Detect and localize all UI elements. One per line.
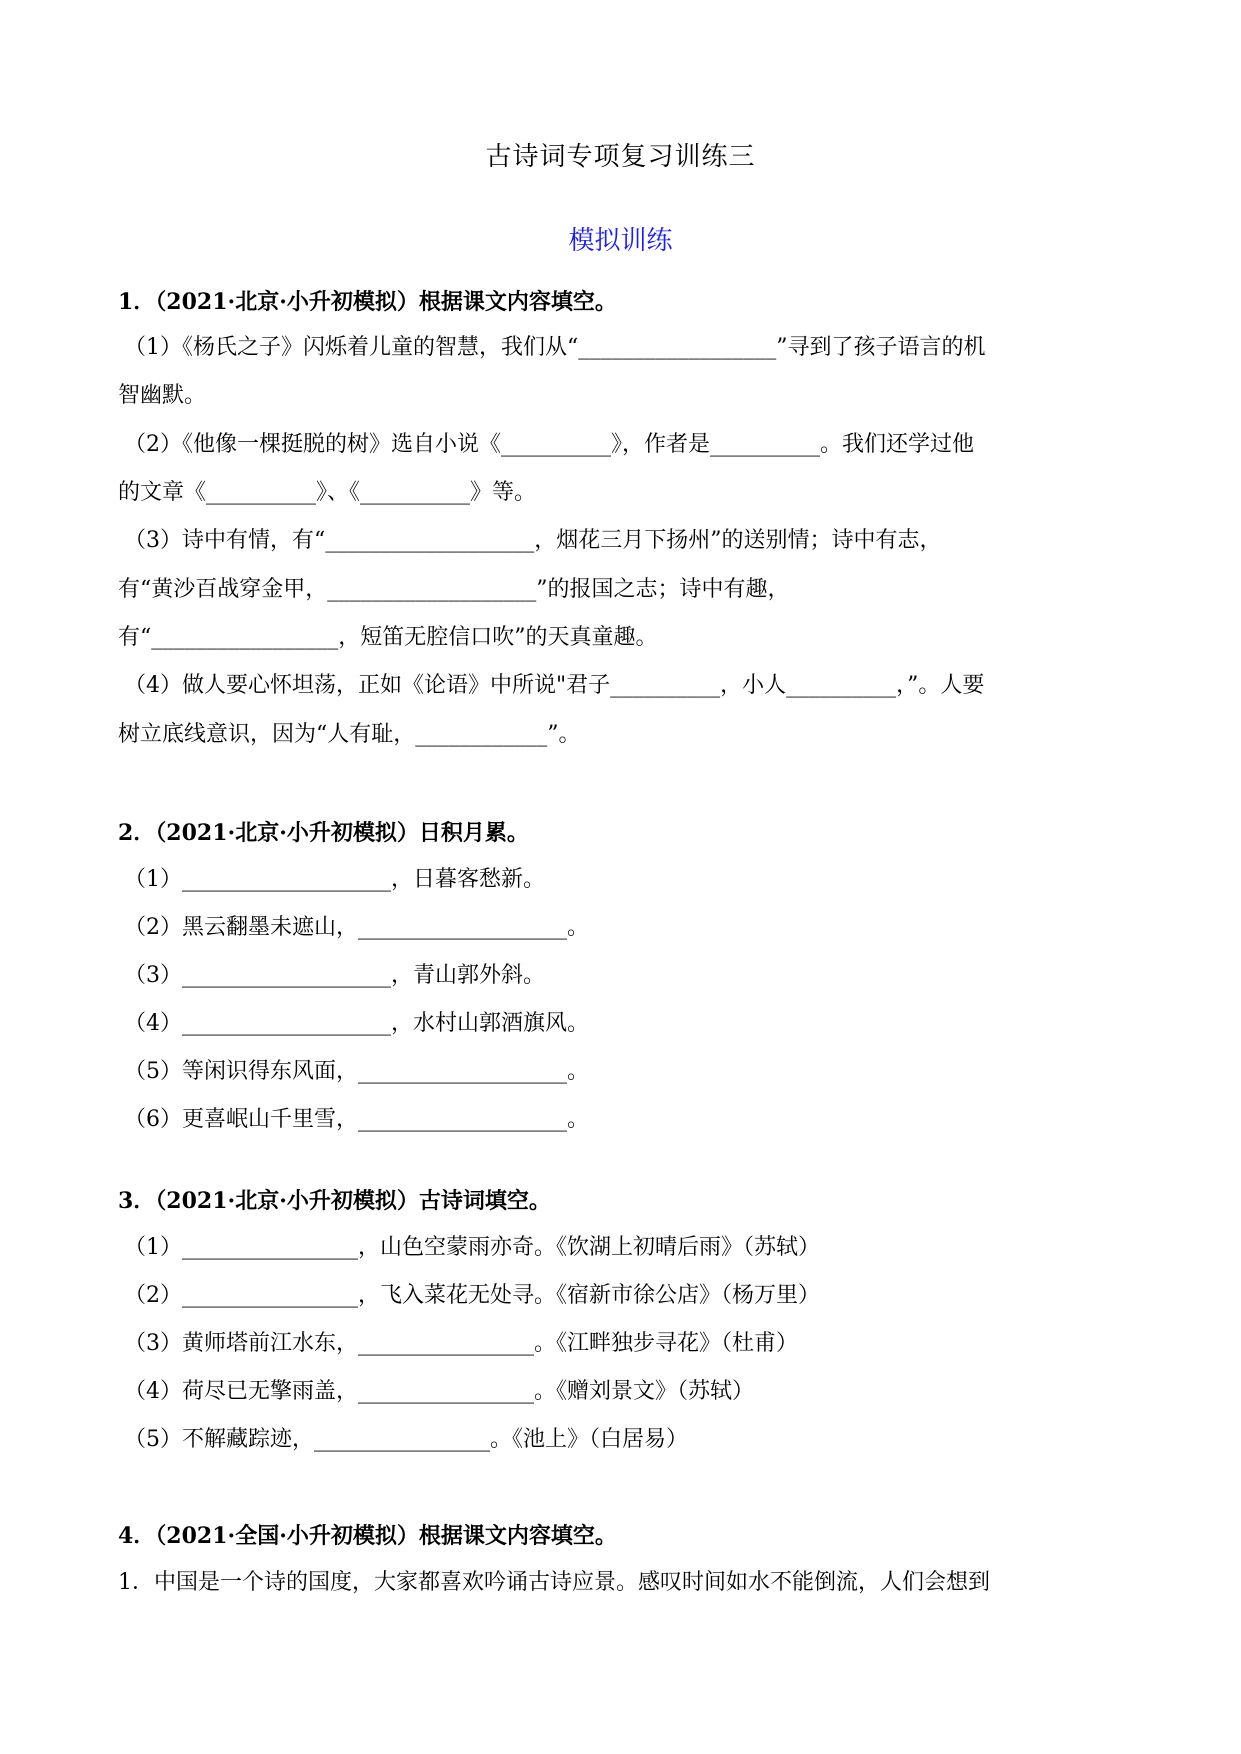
question-line: 有“黄沙百战穿金甲，___________________”的报国之志；诗中有趣， <box>118 577 790 602</box>
question-heading: 3．（2021·北京·小升初模拟）古诗词填空。 <box>118 1188 551 1214</box>
question-line: （3）黄师塔前江水东，________________。《江畔独步寻花》（杜甫） <box>124 1331 798 1356</box>
question-line: （2）《他像一棵挺脱的树》选自小说《__________》，作者是__________。我们还学过他 <box>124 432 974 457</box>
question-heading: 2．（2021·北京·小升初模拟）日积月累。 <box>118 820 529 846</box>
page-subtitle: 模拟训练 <box>568 226 673 256</box>
page-title: 古诗词专项复习训练三 <box>485 142 756 172</box>
question-line: 有“_________________，短笛无腔信口吹”的天真童趣。 <box>118 625 658 650</box>
question-line: 树立底线意识，因为“人有耻，____________”。 <box>118 722 581 747</box>
question-line: （1）___________________，日暮客愁新。 <box>124 867 545 892</box>
question-line: （4）___________________，水村山郭酒旗风。 <box>124 1011 589 1036</box>
question-line: 的文章《__________》、《__________》等。 <box>118 480 537 505</box>
question-heading: 4．（2021·全国·小升初模拟）根据课文内容填空。 <box>118 1523 617 1549</box>
question-line: （6）更喜岷山千里雪，___________________。 <box>124 1107 589 1132</box>
question-line: （4）做人要心怀坦荡，正如《论语》中所说"君子__________，小人__________，”。人要 <box>124 673 985 698</box>
question-line: （3）诗中有情，有“___________________，烟花三月下扬州”的送别情；诗中有志， <box>124 528 942 553</box>
question-line: （2）________________，飞入菜花无处寻。《宿新市徐公店》（杨万里） <box>124 1283 820 1308</box>
question-line: 1．中国是一个诗的国度，大家都喜欢吟诵古诗应景。感叹时间如水不能倒流，人们会想到 <box>118 1570 991 1595</box>
question-heading: 1．（2021·北京·小升初模拟）根据课文内容填空。 <box>118 289 617 315</box>
question-line: （5）不解藏踪迹，________________。《池上》（白居易） <box>124 1427 688 1452</box>
question-line: （4）荷尽已无擎雨盖，________________。《赠刘景文》（苏轼） <box>124 1379 754 1404</box>
question-line: （1）________________，山色空蒙雨亦奇。《饮湖上初晴后雨》（苏轼） <box>124 1235 820 1260</box>
question-line: （5）等闲识得东风面，___________________。 <box>124 1059 589 1084</box>
question-line: 智幽默。 <box>118 383 207 408</box>
question-line: （3）___________________，青山郭外斜。 <box>124 963 545 988</box>
question-line: （2）黑云翻墨未遮山，___________________。 <box>124 915 589 940</box>
question-line: （1）《杨氏之子》闪烁着儿童的智慧，我们从“__________________”寻到了孩子语言的机 <box>124 335 986 360</box>
